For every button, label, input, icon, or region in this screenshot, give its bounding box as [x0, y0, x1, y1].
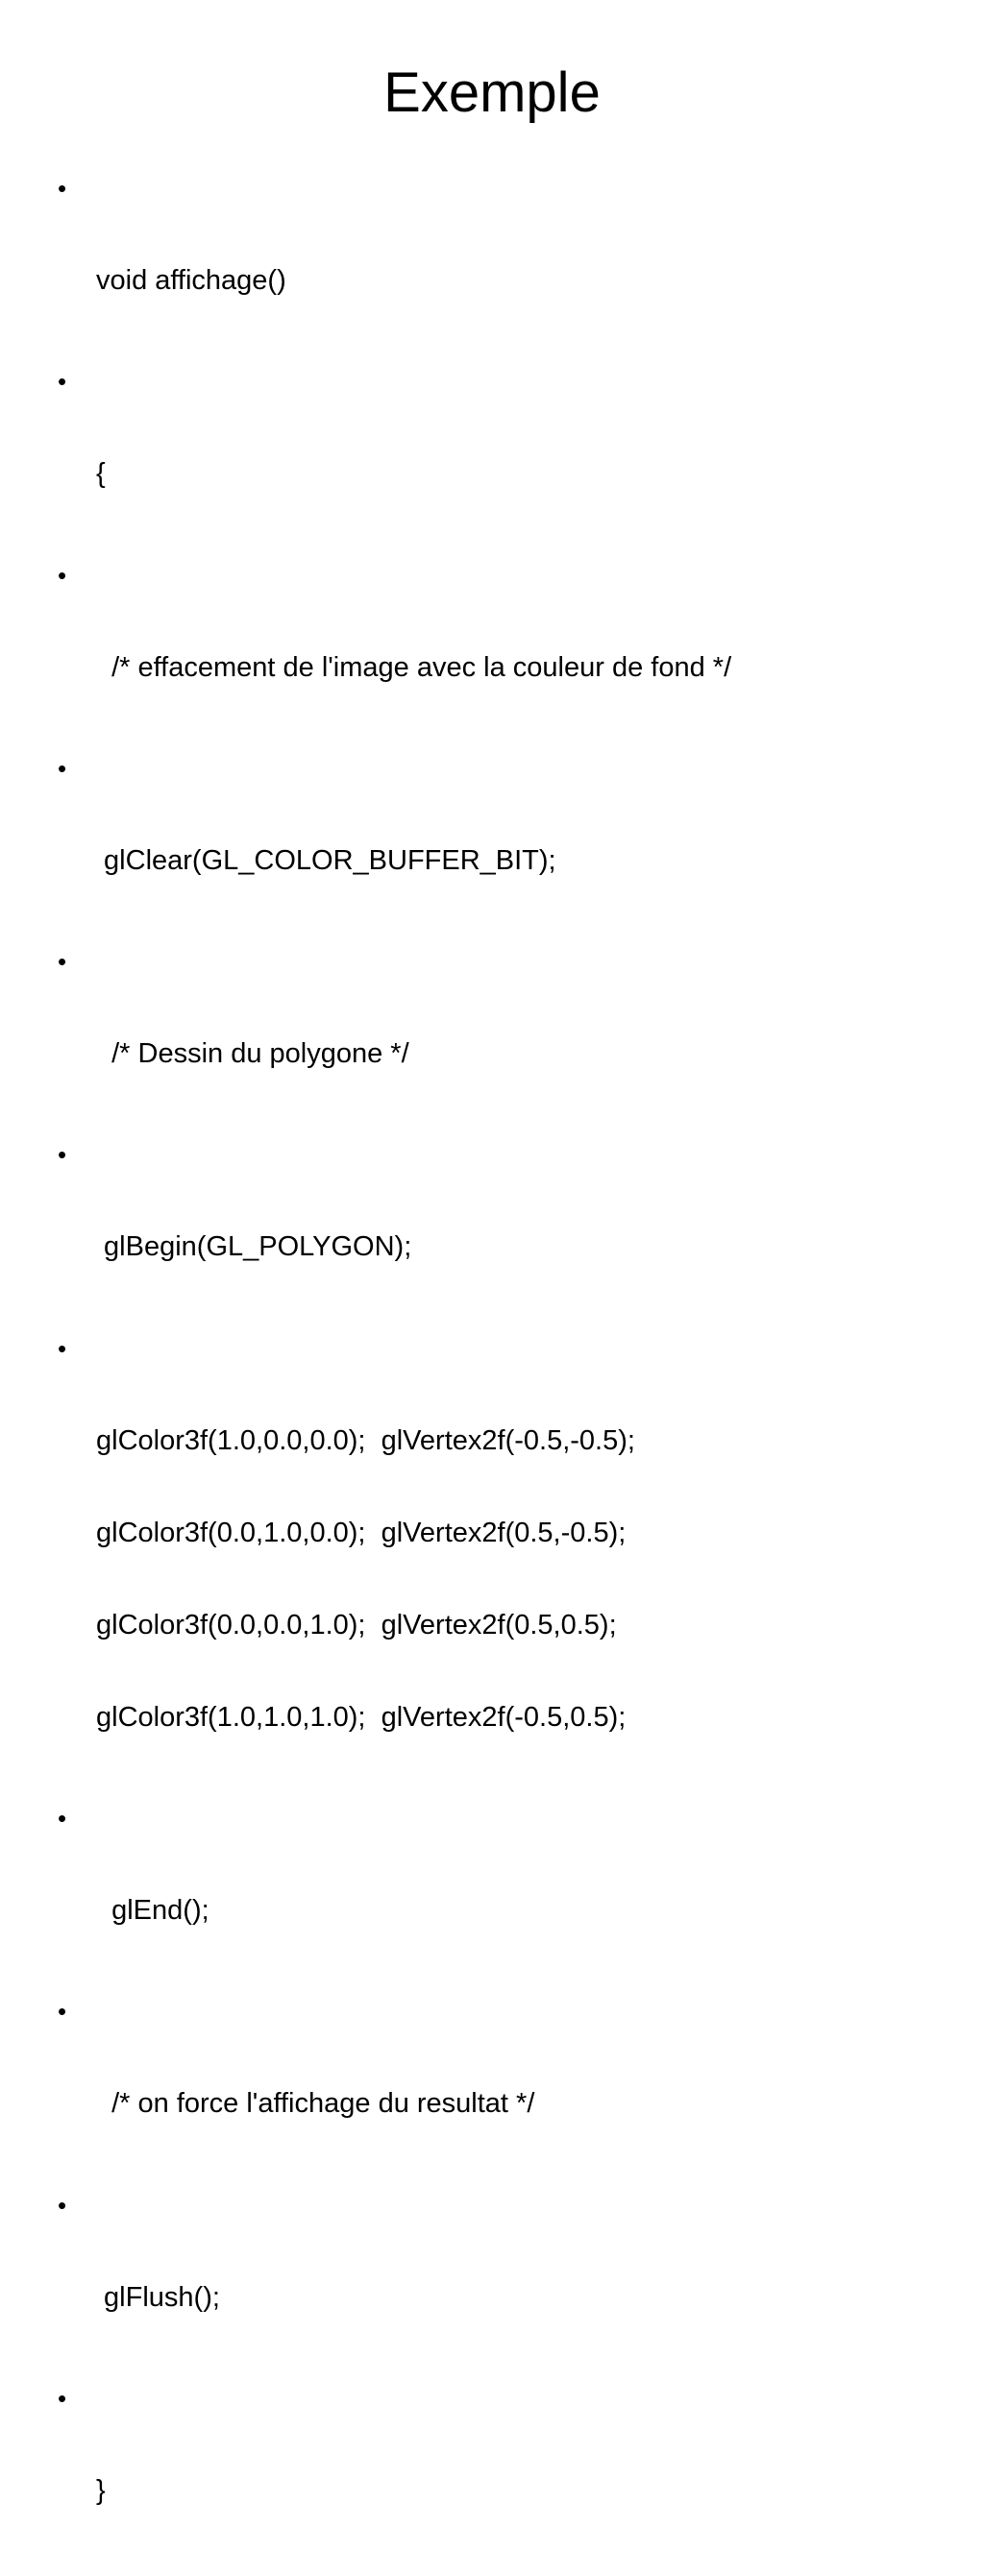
list-item — [58, 1803, 942, 1987]
code-line: /* effacement de l'image avec la couleur de fond */ — [96, 651, 732, 683]
code-line: glEnd(); — [96, 1895, 209, 1927]
code-line: glColor3f(0.0,1.0,0.0); glVertex2f(0.5,-0.5); — [96, 1517, 627, 1548]
bullet-icon: • — [58, 753, 67, 783]
bullet-icon: • — [58, 367, 67, 397]
code-line: { — [96, 458, 106, 490]
slide-title: Exemple — [383, 61, 601, 124]
list-item — [58, 2383, 942, 2567]
list-item — [58, 173, 942, 357]
list-item — [58, 366, 942, 550]
code-line: void affichage() — [96, 265, 286, 296]
bullet-icon: • — [58, 1804, 67, 1834]
list-item — [58, 946, 942, 1130]
code-line: glFlush(); — [96, 2281, 220, 2313]
bullet-icon: • — [58, 947, 67, 977]
bullet-icon: • — [58, 2383, 67, 2413]
list-item — [58, 2190, 942, 2374]
code-line: /* on force l'affichage du resultat */ — [96, 2088, 535, 2120]
code-line: /* Dessin du polygone */ — [96, 1038, 409, 1070]
bullet-icon: • — [58, 1997, 67, 2027]
code-line: glClear(GL_COLOR_BUFFER_BIT); — [96, 844, 556, 876]
list-item — [58, 560, 942, 744]
code-line: glBegin(GL_POLYGON); — [96, 1231, 412, 1263]
list-item — [58, 753, 942, 937]
list-item — [58, 1333, 942, 1794]
bullet-icon: • — [58, 2190, 67, 2220]
list-item — [58, 1139, 942, 1324]
code-line: glColor3f(1.0,0.0,0.0); glVertex2f(-0.5,-0.5); — [96, 1424, 635, 1456]
code-line: } — [96, 2474, 106, 2506]
bullet-icon: • — [58, 1140, 67, 1170]
code-line: glColor3f(0.0,0.0,1.0); glVertex2f(0.5,0.5); — [96, 1609, 617, 1640]
bullet-icon: • — [58, 174, 67, 203]
bullet-icon: • — [58, 560, 67, 590]
bullet-list — [58, 173, 942, 2576]
list-item — [58, 1996, 942, 2180]
bullet-icon: • — [58, 1333, 67, 1363]
code-line: glColor3f(1.0,1.0,1.0); glVertex2f(-0.5,0.5); — [96, 1701, 627, 1733]
